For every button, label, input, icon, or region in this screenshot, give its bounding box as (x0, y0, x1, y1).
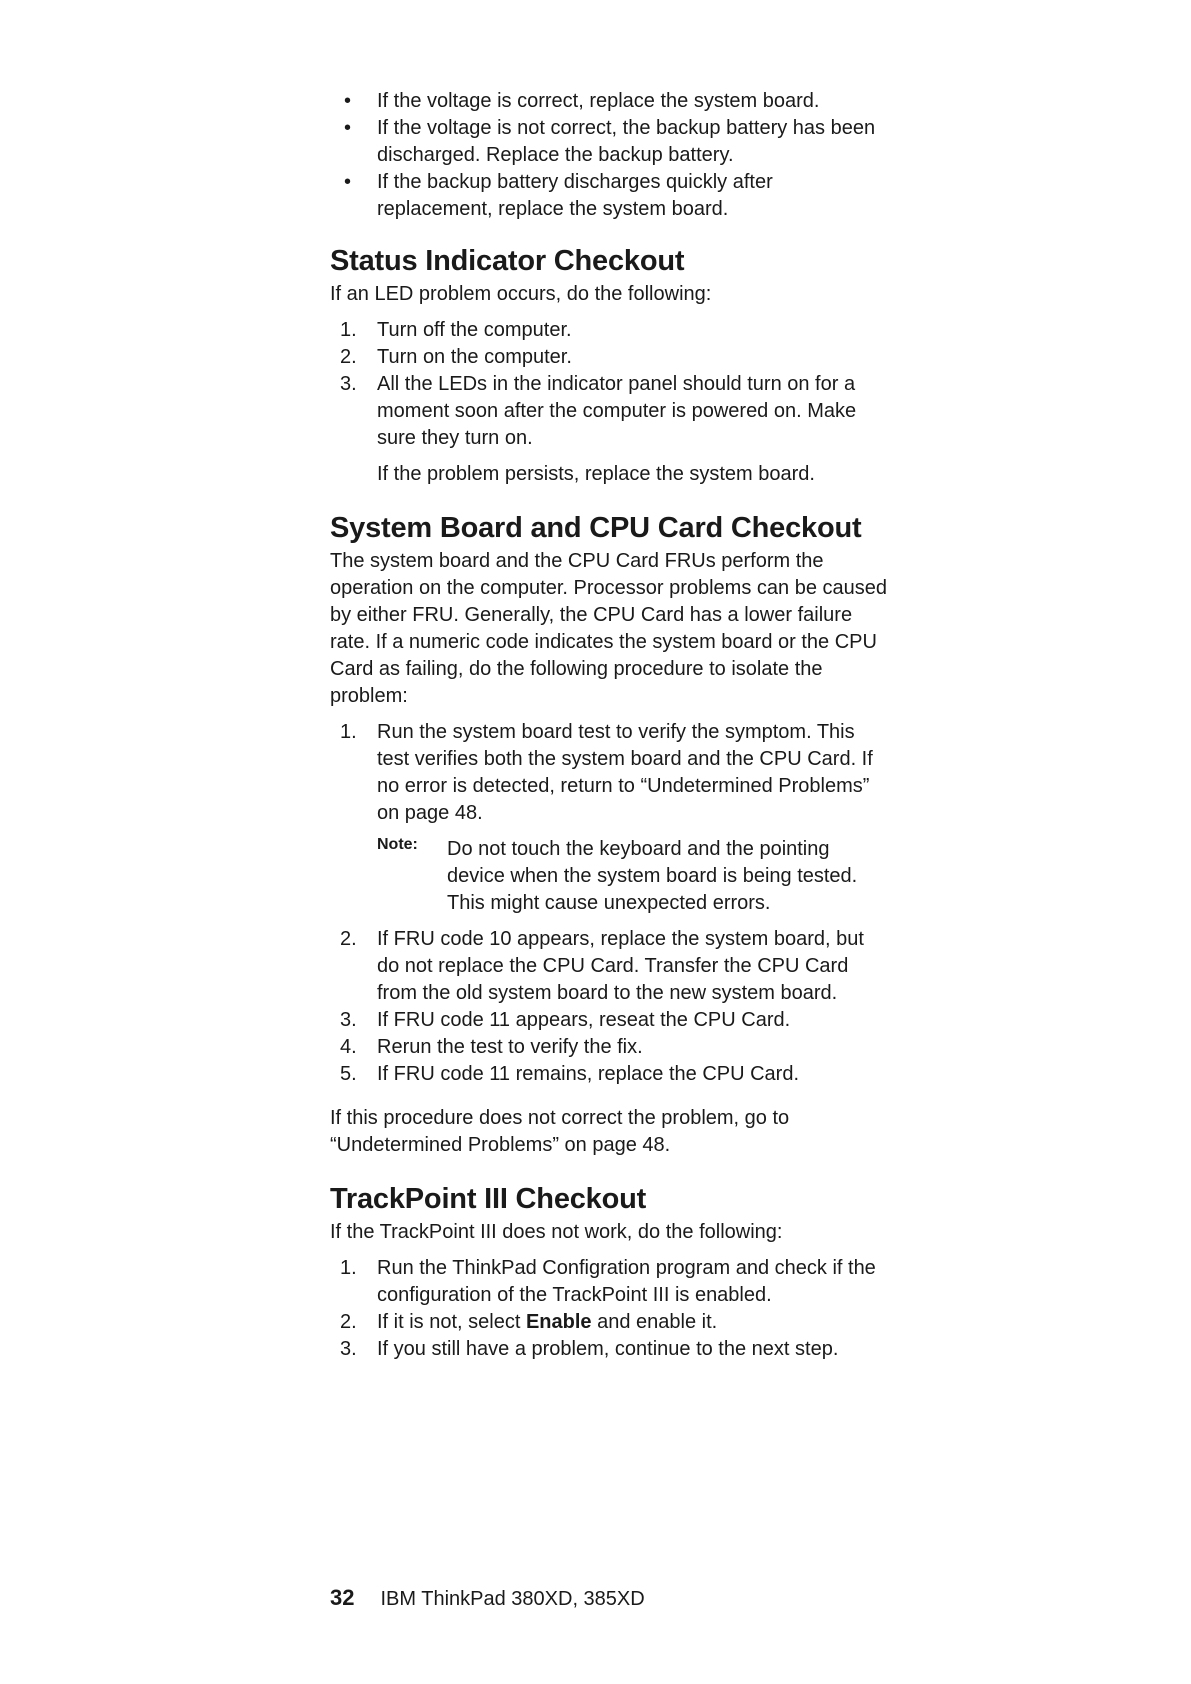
step-text: Turn on the computer. (377, 346, 572, 368)
trackpoint-section (330, 1181, 890, 1363)
list-item (330, 1309, 890, 1336)
steps-list (330, 926, 890, 1088)
list-item (330, 344, 890, 371)
list-item (330, 371, 890, 452)
steps-list (330, 719, 890, 827)
step-number: 1. (340, 319, 357, 341)
note-block (330, 836, 890, 917)
step-number: 2. (340, 1311, 357, 1333)
bullet-text: If the backup battery discharges quickly after replacement, replace the system board. (377, 171, 773, 220)
list-item (330, 1255, 890, 1309)
bullet-text: If the voltage is correct, replace the system board. (377, 90, 820, 112)
step-text-pre: If it is not, select (377, 1311, 526, 1333)
enable-keyword: Enable (525, 1311, 592, 1333)
step-text: Turn off the computer. (377, 319, 572, 341)
page-number: 32 (330, 1585, 355, 1610)
step-number: 5. (340, 1063, 357, 1085)
step-number: 4. (340, 1036, 357, 1058)
step-text: If FRU code 10 appears, replace the system board, but do not replace the CPU Card. Transfer the CPU Card from the old system board to the new system board. (377, 928, 864, 1004)
page-footer (330, 1584, 645, 1613)
bullet-glyph: • (344, 117, 352, 139)
step-number: 2. (340, 346, 357, 368)
system-board-section (330, 510, 890, 1159)
section-intro: If the TrackPoint III does not work, do the following: (330, 1221, 783, 1243)
bullet-glyph: • (344, 90, 352, 112)
list-item (330, 719, 890, 827)
list-item (330, 1336, 890, 1363)
note-text: Do not touch the keyboard and the pointing device when the system board is being tested. This might cause unexpected errors. (447, 838, 858, 914)
list-item (330, 1061, 890, 1088)
steps-list (330, 1255, 890, 1363)
bullet-text: If the voltage is not correct, the backup battery has been discharged. Replace the backup battery. (377, 117, 876, 166)
list-item (330, 1034, 890, 1061)
step-number: 3. (340, 1338, 357, 1360)
list-item (330, 115, 890, 169)
bullet-glyph: • (344, 171, 352, 193)
step-number: 3. (340, 373, 357, 395)
text-column (330, 88, 890, 1363)
bullet-list (330, 88, 890, 223)
section-intro: If an LED problem occurs, do the following: (330, 283, 712, 305)
step-text: If you still have a problem, continue to the next step. (377, 1338, 839, 1360)
step-number: 1. (340, 1257, 357, 1279)
step-number: 3. (340, 1009, 357, 1031)
section-closing: If this procedure does not correct the problem, go to “Undetermined Problems” on page 48. (330, 1107, 790, 1156)
note-label: Note: (377, 836, 418, 853)
list-item (330, 88, 890, 115)
step-text: Run the system board test to verify the symptom. This test verifies both the system board and the CPU Card. If no error is detected, return to “Undetermined Problems” on page 48. (377, 721, 873, 824)
step-text: Run the ThinkPad Configration program and check if the configuration of the TrackPoint III is enabled. (377, 1257, 876, 1306)
step-number: 2. (340, 928, 357, 950)
list-item (330, 317, 890, 344)
list-item (330, 169, 890, 223)
footer-title: IBM ThinkPad 380XD, 385XD (380, 1588, 645, 1610)
step-followup: If the problem persists, replace the system board. (377, 463, 815, 485)
step-text: All the LEDs in the indicator panel should turn on for a moment soon after the computer is powered on. Make sure they turn on. (377, 373, 857, 449)
step-text-post: and enable it. (591, 1311, 718, 1333)
step-text: If FRU code 11 remains, replace the CPU Card. (377, 1063, 800, 1085)
section-heading: Status Indicator Checkout (330, 245, 685, 277)
step-number: 1. (340, 721, 357, 743)
section-intro: The system board and the CPU Card FRUs perform the operation on the computer. Processor problems can be caused by either FRU. Generally, the CPU Card has a lower failure rate. If a numeric code indicates the system board or the CPU Card as failing, do the following procedure to isolate the problem: (330, 550, 887, 707)
status-indicator-section (330, 243, 890, 488)
list-item (330, 926, 890, 1007)
list-item (330, 1007, 890, 1034)
steps-list (330, 317, 890, 452)
section-heading: TrackPoint III Checkout (330, 1183, 647, 1215)
section-heading: System Board and CPU Card Checkout (330, 512, 862, 544)
step-text: Rerun the test to verify the fix. (377, 1036, 643, 1058)
step-text: If FRU code 11 appears, reseat the CPU Card. (377, 1009, 791, 1031)
